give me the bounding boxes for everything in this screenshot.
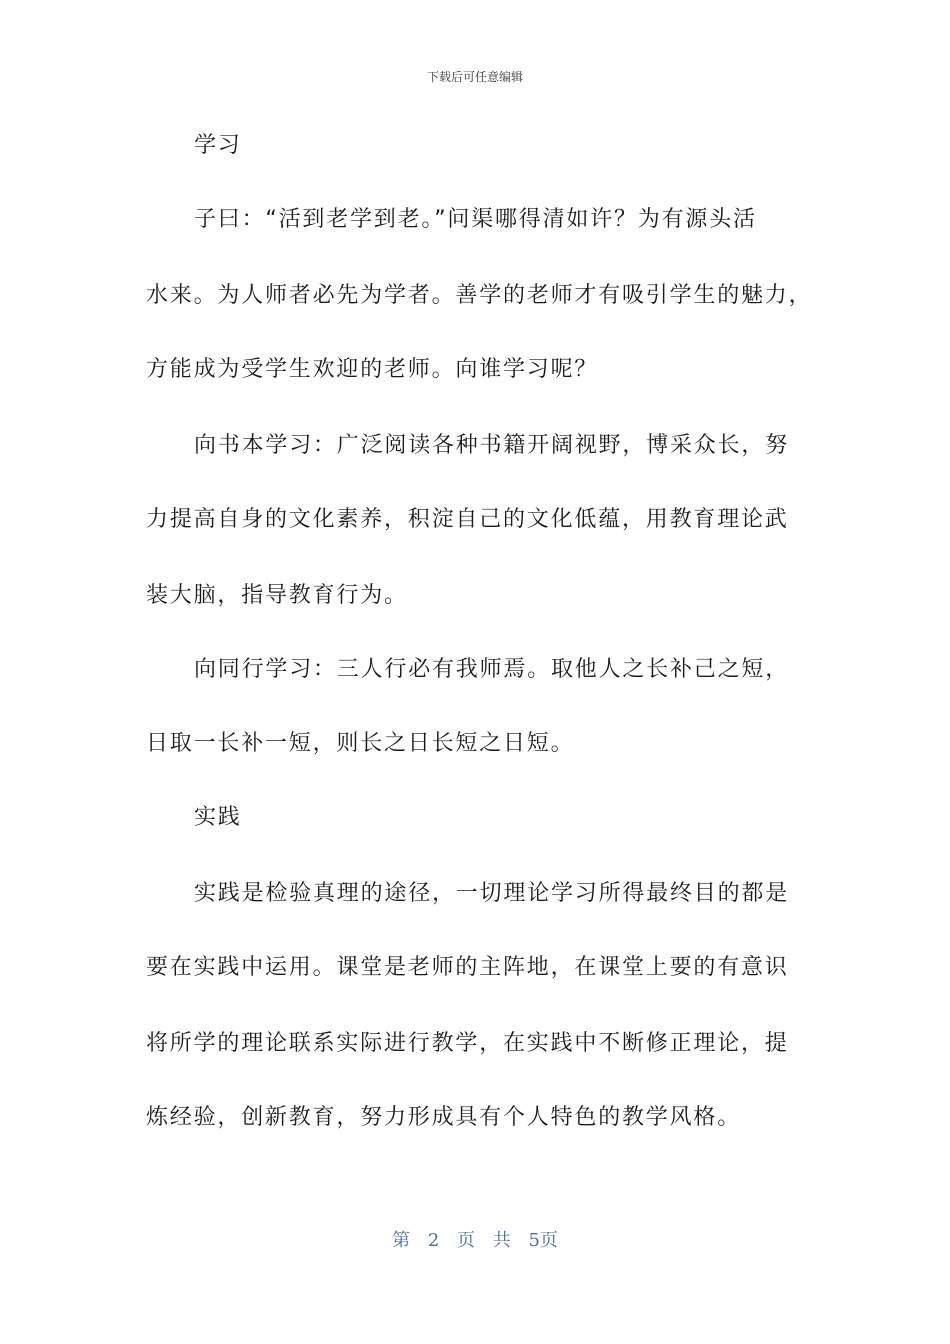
paragraph-line: 将所学的理论联系实际进行教学，在实践中不断修正理论，提 xyxy=(146,1031,789,1056)
footer-label-page: 第 xyxy=(392,1230,411,1251)
paragraph-line: 实践是检验真理的途径，一切理论学习所得最终目的都是 xyxy=(194,881,790,906)
footer-total-pages: 5页 xyxy=(528,1230,558,1251)
footer-label-page-unit: 页 xyxy=(457,1230,475,1251)
page-header-note: 下载后可任意编辑 xyxy=(426,70,523,84)
paragraph-line: 力提高自身的文化素养，积淀自己的文化低蕴，用教育理论武 xyxy=(146,507,789,532)
paragraph-line: 向书本学习：广泛阅读各种书籍开阔视野，博采众长，努 xyxy=(194,433,790,458)
paragraph-line: 要在实践中运用。课堂是老师的主阵地，在课堂上要的有意识 xyxy=(146,955,789,980)
paragraph-line: 装大脑，指导教育行为。 xyxy=(146,583,408,608)
paragraph-line: 向同行学习：三人行必有我师焉。取他人之长补己之短， xyxy=(194,657,790,682)
paragraph-line: 水来。为人师者必先为学者。善学的老师才有吸引学生的魅力， xyxy=(146,283,813,308)
section-heading-practice: 实践 xyxy=(194,805,242,830)
paragraph-line: 日取一长补一短，则长之日长短之日短。 xyxy=(146,731,575,756)
section-heading-study: 学习 xyxy=(194,133,242,158)
paragraph-line: 子曰：“活到老学到老。”问渠哪得清如许？为有源头活 xyxy=(194,207,757,232)
paragraph-line: 方能成为受学生欢迎的老师。向谁学习呢？ xyxy=(146,357,599,382)
footer-label-total: 共 xyxy=(492,1230,511,1251)
paragraph-line: 炼经验，创新教育，努力形成具有个人特色的教学风格。 xyxy=(146,1105,742,1130)
footer-current-page: 2 xyxy=(427,1230,440,1251)
page-number-footer xyxy=(0,1226,950,1252)
